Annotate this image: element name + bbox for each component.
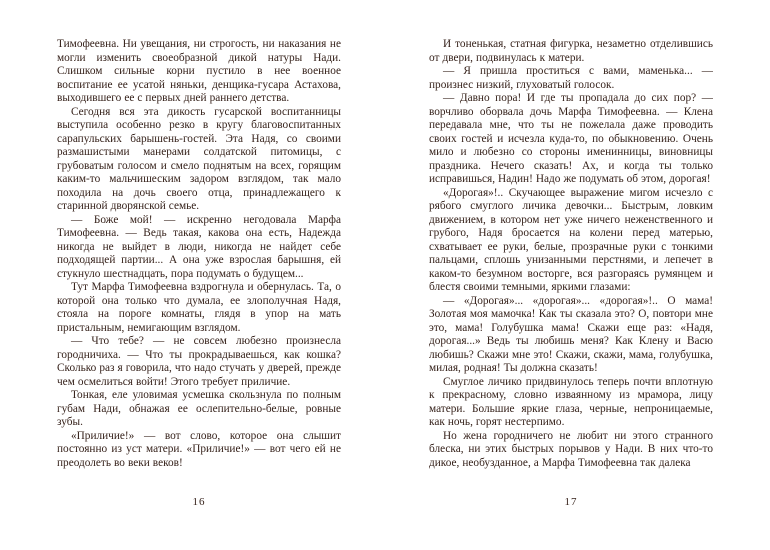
right-page [429,38,713,538]
paragraph: — Что тебе? — не совсем любезно произнесла городничиха. — Что ты прокрадываешься, как кошка? Сколько раз я говорила, что надо стучать у дверей, прежде чем осмелиться войти! Этого требует приличие. [57,335,341,388]
paragraph: «Приличие!» — вот слово, которое она слышит постоянно из уст матери. «Приличие!» — вот чего ей не преодолеть во веки веков! [57,429,341,469]
paragraph: — Боже мой! — искренно негодовала Марфа Тимофеевна. — Ведь такая, какова она есть, Надежда никогда не выйдет в люди, никогда не найдет себе подходящей партии... А она уже взрослая барышня, ей стукнуло шестнадцать, пора подумать о будущем... [57,213,341,280]
paragraph: Сегодня вся эта дикость гусарской воспитанницы выступила особенно резко в кругу благовоспитанных сарапульских барышень-гостей. Эта Надя, со своими размашистыми манерами солдатской питомицы, с грубоватым голосом и смело поднятым на всех, горящим каким-то мальчишеским задором взглядом, так мало походила на дочь своего отца, принадлежащего к старинной дворянской семье. [57,105,341,212]
right-page-body [429,38,713,476]
paragraph: — «Дорогая»... «дорогая»... «дорогая»!.. О мама! Золотая моя мамочка! Как ты сказала это? О, повтори мне это, мама! Голубушка мама! Скажи еще раз: «Надя, дорогая...» Ведь ты любишь меня? Как Клену и Васю любишь? Скажи мне это! Скажи, скажи, мама, голубушка, милая, родная! Ты должна сказать! [429,294,713,374]
paragraph: — Я пришла проститься с вами, маменька... — произнес низкий, глуховатый голосок. [429,65,713,91]
paragraph: И тоненькая, статная фигурка, незаметно отделившись от двери, подвинулась к матери. [429,38,713,64]
paragraph: Смуглое личико придвинулось теперь почти вплотную к прекрасному, словно изваянному из мрамора, лицу матери. Большие яркие глаза, черные, непроницаемые, как ночь, горят нестерпимо. [429,375,713,428]
right-page-number: 17 [564,496,578,508]
paragraph: Тут Марфа Тимофеевна вздрогнула и обернулась. Та, о которой она только что думала, ее злополучная Надя, стояла на пороге комнаты, глядя в упор на мать пристальным, немигающим взглядом. [57,281,341,334]
left-page-number: 16 [192,496,206,508]
paragraph: Тимофеевна. Ни увещания, ни строгость, ни наказания не могли изменить своеобразной дикой натуры Нади. Слишком сильные корни пустило в нее военное воспитание ее усатой няньки, денщика-гусара Астахова, выходившего ее с первых дней раннего детства. [57,38,341,104]
paragraph: Тонкая, еле уловимая усмешка скользнула по полным губам Нади, обнажая ее ослепительно-белые, ровные зубы. [57,389,341,428]
left-page [57,38,341,538]
paragraph: «Дорогая»!.. Скучающее выражение мигом исчезло с рябого смуглого личика девочки... Быстрым, ловким движением, в котором нет уже ничего неженственного и грубого, Надя бросается на колени перед матерью, схватывает ее руки, белые, прозрачные руки с тонкими пальцами, сплошь унизанными перстнями, и лепечет в каком-то безумном восторге, вся разгораясь румянцем и блестя своими темными, яркими глазами: [429,186,713,293]
paragraph: — Давно пора! И где ты пропадала до сих пор? — ворчливо оборвала дочь Марфа Тимофеевна. — Клена передавала мне, что ты не пожелала даже проводить своих гостей и исчезла куда-то, по обыкновению. Очень мило и любезно со стороны именинницы, виновницы праздника. Нечего сказать! Ах, и когда ты только исправишься, Надин! Надо же подумать об этом, дорогая! [429,92,713,185]
left-page-body [57,38,341,476]
paragraph: Но жена городничего не любит ни этого странного блеска, ни этих быстрых порывов у Нади. В них что-то дикое, необузданное, а Марфа Тимофеевна так далека [429,429,713,469]
